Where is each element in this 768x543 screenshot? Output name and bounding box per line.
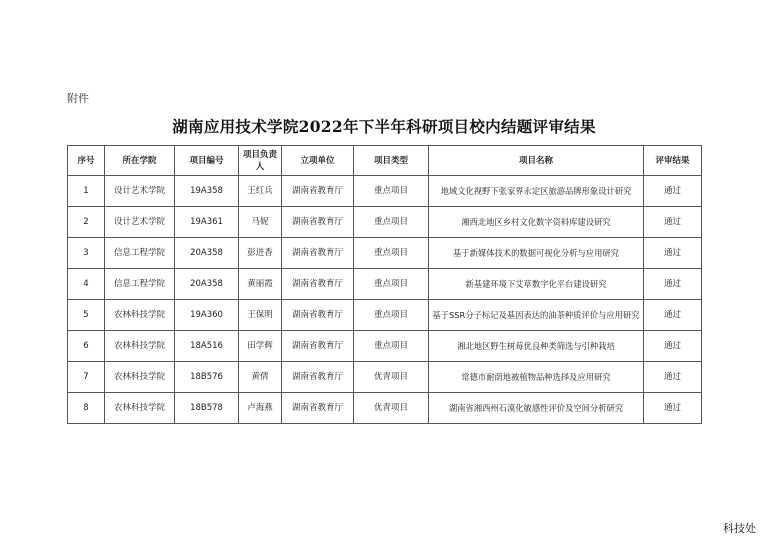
cell-project-type: 重点项目 <box>354 176 429 207</box>
table-row <box>68 300 702 331</box>
cell-approving-unit: 湖南省教育厅 <box>282 269 354 300</box>
cell-project-lead: 王红兵 <box>239 176 282 207</box>
cell-project-type: 重点项目 <box>354 238 429 269</box>
cell-index: 3 <box>68 238 105 269</box>
cell-project-name: 地域文化视野下张家界永定区旅游品牌形象设计研究 <box>429 176 644 207</box>
table-row <box>68 393 702 424</box>
table-row <box>68 269 702 300</box>
cell-review-result: 通过 <box>644 238 702 269</box>
issuing-office-label: 科技处 <box>723 522 756 535</box>
cell-project-lead: 王保明 <box>239 300 282 331</box>
table-header-row <box>68 146 702 176</box>
cell-index: 7 <box>68 362 105 393</box>
cell-project-code: 19A360 <box>175 300 239 331</box>
cell-project-lead: 田学辉 <box>239 331 282 362</box>
cell-college: 农林科技学院 <box>105 362 175 393</box>
cell-college: 农林科技学院 <box>105 331 175 362</box>
header-review-result: 评审结果 <box>644 146 702 176</box>
cell-project-code: 18B578 <box>175 393 239 424</box>
cell-project-code: 20A358 <box>175 269 239 300</box>
cell-project-type: 重点项目 <box>354 331 429 362</box>
header-project-code: 项目编号 <box>175 146 239 176</box>
cell-approving-unit: 湖南省教育厅 <box>282 393 354 424</box>
cell-review-result: 通过 <box>644 362 702 393</box>
cell-project-type: 重点项目 <box>354 269 429 300</box>
cell-index: 5 <box>68 300 105 331</box>
table-row <box>68 362 702 393</box>
cell-college: 设计艺术学院 <box>105 176 175 207</box>
cell-project-name: 湘北地区野生树莓优良种类筛选与引种栽培 <box>429 331 644 362</box>
cell-review-result: 通过 <box>644 207 702 238</box>
cell-college: 农林科技学院 <box>105 393 175 424</box>
cell-index: 4 <box>68 269 105 300</box>
cell-project-code: 18A516 <box>175 331 239 362</box>
cell-college: 农林科技学院 <box>105 300 175 331</box>
cell-college: 信息工程学院 <box>105 269 175 300</box>
cell-project-lead: 彭进香 <box>239 238 282 269</box>
attachment-label: 附件 <box>67 92 89 105</box>
cell-review-result: 通过 <box>644 176 702 207</box>
results-table <box>67 145 702 424</box>
table-row <box>68 207 702 238</box>
cell-index: 2 <box>68 207 105 238</box>
cell-index: 6 <box>68 331 105 362</box>
cell-approving-unit: 湖南省教育厅 <box>282 300 354 331</box>
cell-index: 8 <box>68 393 105 424</box>
cell-project-lead: 黄丽霞 <box>239 269 282 300</box>
cell-approving-unit: 湖南省教育厅 <box>282 207 354 238</box>
cell-project-name: 湘西北地区乡村文化数字资料库建设研究 <box>429 207 644 238</box>
cell-project-name: 基于新媒体技术的数据可视化分析与应用研究 <box>429 238 644 269</box>
header-college: 所在学院 <box>105 146 175 176</box>
cell-project-code: 19A358 <box>175 176 239 207</box>
cell-project-name: 常德市耐荫地被植物品种选择及应用研究 <box>429 362 644 393</box>
cell-project-name: 湖南省湘西州石漠化敏感性评价及空间分析研究 <box>429 393 644 424</box>
cell-review-result: 通过 <box>644 269 702 300</box>
cell-college: 信息工程学院 <box>105 238 175 269</box>
cell-approving-unit: 湖南省教育厅 <box>282 238 354 269</box>
cell-project-type: 重点项目 <box>354 207 429 238</box>
table-row <box>68 238 702 269</box>
cell-review-result: 通过 <box>644 393 702 424</box>
cell-college: 设计艺术学院 <box>105 207 175 238</box>
cell-project-name: 新基建环境下艾草数字化平台建设研究 <box>429 269 644 300</box>
cell-project-lead: 黄倩 <box>239 362 282 393</box>
header-project-type: 项目类型 <box>354 146 429 176</box>
header-project-name: 项目名称 <box>429 146 644 176</box>
table-row <box>68 331 702 362</box>
table-row <box>68 176 702 207</box>
cell-approving-unit: 湖南省教育厅 <box>282 362 354 393</box>
cell-approving-unit: 湖南省教育厅 <box>282 176 354 207</box>
cell-project-type: 优青项目 <box>354 362 429 393</box>
header-index: 序号 <box>68 146 105 176</box>
cell-project-code: 18B576 <box>175 362 239 393</box>
cell-project-code: 19A361 <box>175 207 239 238</box>
cell-review-result: 通过 <box>644 300 702 331</box>
header-project-lead: 项目负责人 <box>239 146 282 176</box>
cell-review-result: 通过 <box>644 331 702 362</box>
header-approving-unit: 立项单位 <box>282 146 354 176</box>
cell-project-code: 20A358 <box>175 238 239 269</box>
cell-index: 1 <box>68 176 105 207</box>
cell-project-lead: 马妮 <box>239 207 282 238</box>
cell-project-lead: 卢海燕 <box>239 393 282 424</box>
cell-project-name: 基于SSR分子标记及基因表达的油茶种质评价与应用研究 <box>429 300 644 331</box>
cell-project-type: 优青项目 <box>354 393 429 424</box>
cell-approving-unit: 湖南省教育厅 <box>282 331 354 362</box>
document-title: 湖南应用技术学院2022年下半年科研项目校内结题评审结果 <box>172 117 596 136</box>
cell-project-type: 重点项目 <box>354 300 429 331</box>
